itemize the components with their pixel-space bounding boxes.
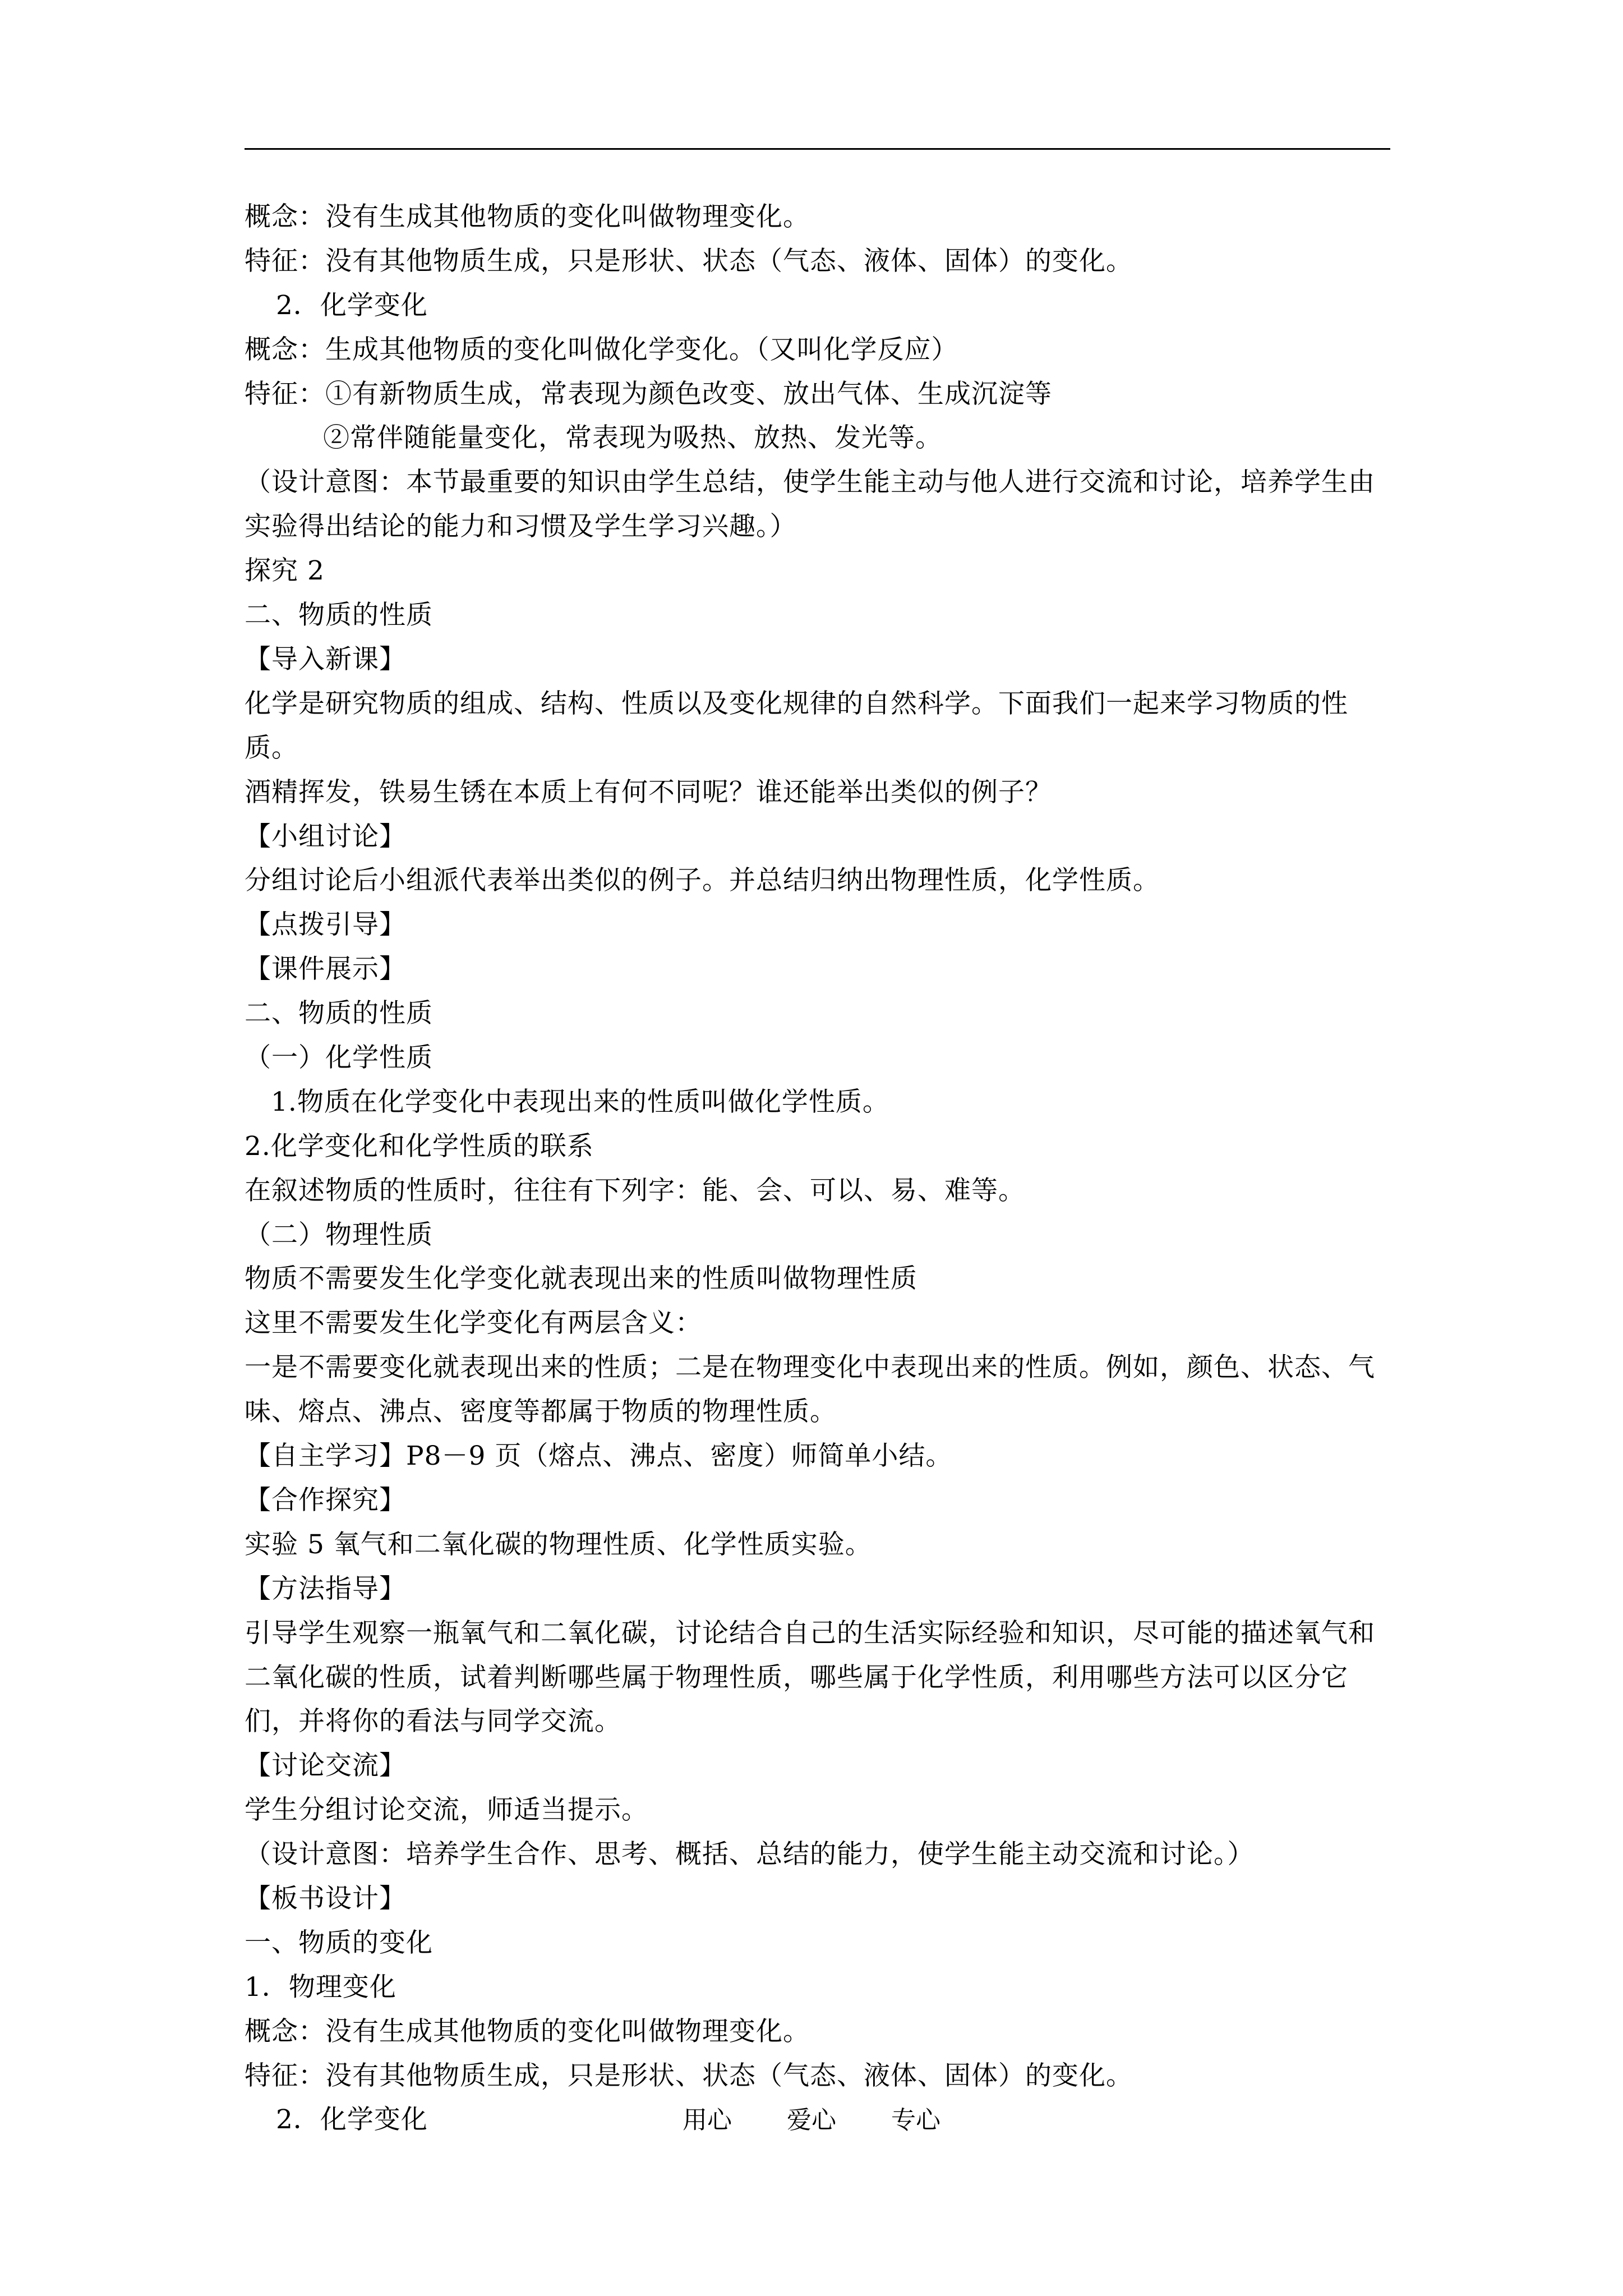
- property-keywords-line: 在叙述物质的性质时，往往有下列字：能、会、可以、易、难等。: [245, 1175, 1025, 1206]
- chemical-change-feature-1: 特征：①有新物质生成，常表现为颜色改变、放出气体、生成沉淀等: [245, 378, 1052, 409]
- footer-item-1: 用心: [683, 2106, 732, 2134]
- header-rule: [245, 148, 1390, 150]
- label-intro-lesson: 【导入新课】: [245, 643, 406, 675]
- document-body: [245, 195, 1394, 2142]
- method-guidance-paragraph: 引导学生观察一瓶氧气和二氧化碳，讨论结合自己的生活实际经验和知识，尽可能的描述氧气和二氧化碳的性质，试着判断哪些属于物理性质，哪些属于化学性质，利用哪些方法可以区分它们，并将你的看法与同学交流。: [245, 1617, 1375, 1737]
- label-cooperative-inquiry: 【合作探究】: [245, 1484, 406, 1516]
- chemical-change-heading: 2．化学变化: [276, 289, 428, 321]
- label-courseware: 【课件展示】: [245, 954, 406, 985]
- group-discussion-text: 分组讨论后小组派代表举出类似的例子。并总结归纳出物理性质，化学性质。: [245, 865, 1160, 896]
- intro-paragraph: 化学是研究物质的组成、结构、性质以及变化规律的自然科学。下面我们一起来学习物质的性质。: [245, 688, 1348, 763]
- question-line: 酒精挥发，铁易生锈在本质上有何不同呢？谁还能举出类似的例子？: [245, 776, 1052, 808]
- experiment-5-line: 实验 5 氧气和二氧化碳的物理性质、化学性质实验。: [245, 1529, 872, 1560]
- physical-change-concept: 概念：没有生成其他物质的变化叫做物理变化。: [245, 201, 810, 232]
- footer-item-3: 专心: [891, 2106, 940, 2134]
- board-chemical-change: 2．化学变化: [276, 2104, 428, 2136]
- physical-properties-definition: 物质不需要发生化学变化就表现出来的性质叫做物理性质: [245, 1263, 917, 1295]
- section-heading-properties-2: 二、物质的性质: [245, 998, 433, 1029]
- label-discussion-exchange: 【讨论交流】: [245, 1750, 406, 1782]
- explore-2-heading: 探究 2: [245, 555, 325, 587]
- page-footer: [0, 2104, 1623, 2137]
- two-meanings-line: 这里不需要发生化学变化有两层含义：: [245, 1308, 702, 1339]
- chemical-change-feature-2: ②常伴随能量变化，常表现为吸热、放热、发光等。: [323, 422, 942, 454]
- design-intent-paragraph: （设计意图：本节最重要的知识由学生总结，使学生能主动与他人进行交流和讨论，培养学生由实验得出结论的能力和习惯及学生学习兴趣。）: [245, 467, 1375, 542]
- board-physical-concept: 概念：没有生成其他物质的变化叫做物理变化。: [245, 2016, 810, 2047]
- label-board-design: 【板书设计】: [245, 1883, 406, 1914]
- chemical-properties-relation: 2.化学变化和化学性质的联系: [245, 1130, 594, 1162]
- chemical-change-concept: 概念：生成其他物质的变化叫做化学变化。（又叫化学反应）: [245, 334, 958, 365]
- board-physical-change: 1．物理变化: [245, 1971, 396, 2003]
- label-group-discussion: 【小组讨论】: [245, 821, 406, 852]
- label-method-guidance: 【方法指导】: [245, 1573, 406, 1604]
- self-study-line: 【自主学习】P8－9 页（熔点、沸点、密度）师简单小结。: [245, 1441, 953, 1472]
- two-meanings-paragraph: 一是不需要变化就表现出来的性质；二是在物理变化中表现出来的性质。例如，颜色、状态、气味、熔点、沸点、密度等都属于物质的物理性质。: [245, 1352, 1375, 1428]
- section-heading-properties: 二、物质的性质: [245, 600, 433, 631]
- design-intent-2: （设计意图：培养学生合作、思考、概括、总结的能力，使学生能主动交流和讨论。）: [245, 1839, 1255, 1870]
- discussion-exchange-text: 学生分组讨论交流，师适当提示。: [245, 1795, 648, 1826]
- physical-change-feature: 特征：没有其他物质生成，只是形状、状态（气态、液体、固体）的变化。: [245, 245, 1133, 277]
- board-physical-feature: 特征：没有其他物质生成，只是形状、状态（气态、液体、固体）的变化。: [245, 2060, 1133, 2091]
- footer-item-2: 爱心: [787, 2106, 836, 2134]
- chemical-properties-definition: 1.物质在化学变化中表现出来的性质叫做化学性质。: [271, 1086, 889, 1117]
- label-guidance: 【点拨引导】: [245, 909, 406, 941]
- physical-properties-heading: （二）物理性质: [245, 1219, 433, 1250]
- board-heading-changes: 一、物质的变化: [245, 1927, 433, 1958]
- chemical-properties-heading: （一）化学性质: [245, 1042, 433, 1073]
